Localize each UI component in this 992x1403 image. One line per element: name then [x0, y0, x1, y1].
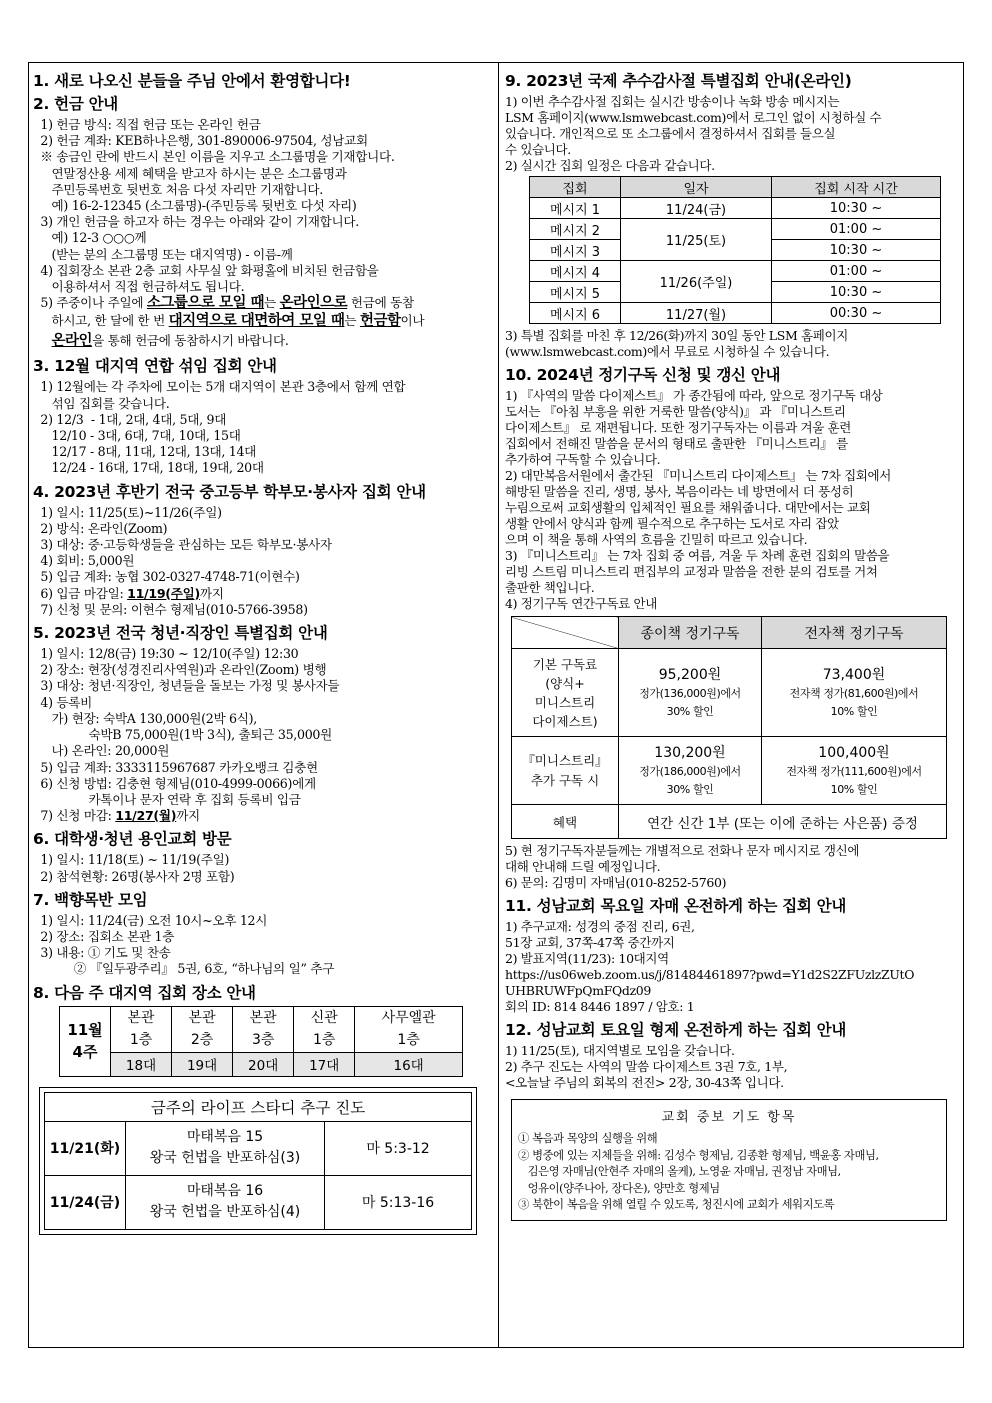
section-11-title: 11. 성남교회 목요일 자매 온전하게 하는 집회 안내 — [505, 897, 847, 915]
text-line: 3) 개인 헌금을 하고자 하는 경우는 아래와 같이 기재합니다. — [33, 214, 359, 230]
text-line: 5) 입금 계좌: 농협 302-0327-4748-71(이현수) — [33, 569, 300, 585]
section-4-line-6: 6) 입금 마감일: 11/19(주일)까지 — [33, 585, 224, 601]
life-study-date: 11/21(화) — [45, 1121, 126, 1175]
text-line: 예) 16-2-12345 (소그룹명)-(주민등록 뒷번호 다섯 자리) — [33, 198, 357, 214]
text-line: 4) 회비: 5,000원 — [33, 553, 135, 569]
text-line: (받는 분의 소그룹명 또는 대지역명) - 이름-께 — [33, 246, 293, 262]
section-10-title: 10. 2024년 정기구독 신청 및 갱신 안내 — [505, 366, 781, 384]
section-2-line-5b: 하시고, 한 달에 한 번 대지역으로 대면하여 모일 때는 헌금함이나 — [33, 313, 425, 330]
text-line: 카톡이나 문자 연락 후 집회 등록비 입금 — [33, 791, 301, 807]
text-line: <오늘날 주님의 회복의 전진> 2장, 30-43쪽 입니다. — [505, 1075, 784, 1090]
section-2-line-5c: 온라인을 통해 헌금에 동참하시기 바랍니다. — [51, 333, 289, 350]
section-2-title: 2. 헌금 안내 — [33, 95, 118, 113]
text-line: 1) 일시: 11/18(토) ~ 11/19(주일) — [33, 852, 230, 868]
text-line: 2) 실시간 집회 일정은 다음과 같습니다. — [505, 158, 715, 173]
subscription-fee-table: 종이책 정기구독 전자책 정기구독 기본 구독료 (양식+ 미니스트리 다이제스트) 95,200원 정가(136,000원)에서 30% 할인 73,400원 전자책 정가(81,600원)에서 10% 할인 『미니스트리』 추가 구독 시 130,200원 정가(186,000원)에서 30% 할인 100,400원 전자책 정가(111,600원)에서 10% 할인 혜택 연간 신간 1부 (또는 이에 준하는 사은품) 증정 — [511, 616, 947, 839]
thanksgiving-schedule-table: 집회 일자 집회 시작 시간 메시지 1 11/24(금) 10:30 ~ 메시지 2 11/25(토) 01:00 ~ 메시지 3 10:30 ~ 메시지 4 11/26(주일) 01:00 ~ 메시지 5 10:30 ~ 메시지 6 11/27(월) 00:30 ~ — [529, 176, 941, 324]
bulletin-page — [28, 62, 964, 1348]
section-2-line-5: 5) 주중이나 주일에 소그룹으로 모일 때는 온라인으로 헌금에 동참 — [33, 295, 414, 312]
text-line: 김은영 자매님(안현주 자매의 올케), 노영윤 자매님, 권정남 자매님, — [518, 1165, 841, 1178]
text-line: 3) 대상: 중·고등학생들을 관심하는 모든 학부모·봉사자 — [33, 537, 332, 553]
section-10-body — [505, 388, 957, 612]
text-line: 12/10 - 3대, 6대, 7대, 10대, 15대 — [33, 428, 241, 444]
text-line: 도서는 『아침 부흥을 위한 거룩한 말씀(양식)』 과 『미니스트리 — [505, 404, 846, 419]
text-line: 가) 현장: 숙박A 130,000원(2박 6식), — [33, 710, 257, 726]
text-line: ※ 송금인 란에 반드시 본인 이름을 지우고 소그룹명을 기재합니다. — [33, 149, 395, 165]
text-line: 3) 내용: ① 기도 및 찬송 — [33, 945, 171, 961]
text-line: 주민등록번호 뒷번호 처음 다섯 자리만 기재합니다. — [33, 181, 323, 197]
text-line: 3) 대상: 청년·직장인, 청년들을 돌보는 가정 및 봉사자들 — [33, 678, 340, 694]
section-9-body — [505, 94, 957, 174]
text-line: 리빙 스트림 미니스트리 편집부의 교정과 말씀을 전한 분의 검토를 거쳐 — [505, 564, 878, 579]
text-line: 5) 현 정기구독자분들께는 개별적으로 전화나 문자 메시지로 갱신에 — [505, 843, 860, 858]
text-line: 1) 일시: 12/8(금) 19:30 ~ 12/10(주일) 12:30 — [33, 646, 299, 662]
text-line: 2) 장소: 집회소 본관 1층 — [33, 928, 175, 944]
text-line: 해방된 말씀을 진리, 생명, 봉사, 복음이라는 네 방면에서 더 풍성히 — [505, 484, 854, 499]
place-group: 18대 — [111, 1052, 172, 1076]
text-line: 2) 장소: 현장(성경진리사역원)과 온라인(Zoom) 병행 — [33, 662, 327, 678]
text-line: 51장 교회, 37쪽-47쪽 중간까지 — [505, 935, 675, 950]
section-3-body — [33, 379, 493, 476]
text-line: 2) 참석현황: 26명(봉사자 2명 포함) — [33, 868, 235, 884]
text-line: 2) 12/3 - 1대, 2대, 4대, 5대, 9대 — [33, 411, 227, 427]
basic-fee-label: 기본 구독료 (양식+ 미니스트리 다이제스트) — [512, 649, 619, 737]
text-line: ① 복음과 목양의 실행을 위해 — [518, 1132, 658, 1145]
text-line: 2) 방식: 온라인(Zoom) — [33, 520, 168, 536]
life-study-date: 11/24(금) — [45, 1175, 126, 1229]
life-study-ref: 마 5:3-12 — [325, 1121, 472, 1175]
text-line: 1) 12월에는 각 주차에 모이는 5개 대지역이 본관 3층에서 함께 연합 — [33, 379, 406, 395]
text-line: ② 『일두광주리』 5권, 6호, “하나님의 일” 추구 — [33, 961, 335, 977]
text-line: 예) 12-3 ○○○께 — [33, 230, 147, 246]
text-line: 있습니다. 개인적으로 또 소그룹에서 결정하셔서 집회를 들으실 — [505, 126, 836, 141]
section-6-body — [33, 852, 493, 884]
text-line: 12/17 - 8대, 11대, 12대, 13대, 14대 — [33, 444, 257, 460]
section-4-title: 4. 2023년 후반기 전국 중고등부 학부모·봉사자 집회 안내 — [33, 482, 426, 501]
section-12-title: 12. 성남교회 토요일 형제 온전하게 하는 집회 안내 — [505, 1021, 847, 1039]
text-line: LSM 홈페이지(www.lsmwebcast.com)에서 로그인 없이 시청하실 수 — [505, 110, 882, 125]
prayer-list — [518, 1131, 940, 1214]
left-column — [33, 69, 493, 1235]
place-group: 20대 — [233, 1052, 294, 1076]
text-line: 12/24 - 16대, 17대, 18대, 19대, 20대 — [33, 460, 264, 476]
text-line: 4) 정기구독 연간구독료 안내 — [505, 596, 657, 611]
section-4-body — [33, 505, 493, 586]
text-line: 섞임 집회를 갖습니다. — [33, 395, 170, 411]
text-line: 3) 『미니스트리』 는 7차 집회 중 여름, 겨울 두 차례 훈련 집회의 말씀을 — [505, 548, 890, 563]
place-group: 19대 — [172, 1052, 233, 1076]
section-3-title: 3. 12월 대지역 연합 섞임 집회 안내 — [33, 357, 277, 376]
section-9-footer — [505, 328, 957, 360]
text-line: 추가하여 구독할 수 있습니다. — [505, 452, 661, 467]
life-study-table — [44, 1092, 472, 1230]
text-line: 2) 발표지역(11/23): 10대지역 — [505, 951, 669, 966]
life-study-topic: 마태복음 16 왕국 헌법을 반포하심(4) — [126, 1175, 325, 1229]
text-line: 4) 등록비 — [33, 694, 93, 710]
text-line: 출판한 책입니다. — [505, 580, 595, 595]
text-line: 집회에서 전해진 말씀을 문서의 형태로 출판한 『미니스트리』 를 — [505, 436, 848, 451]
text-line: 2) 대만복음서원에서 출간된 『미니스트리 다이제스트』 는 7차 집회에서 — [505, 468, 891, 483]
text-line: 6) 문의: 김명미 자매님(010-8252-5760) — [505, 875, 727, 890]
text-line: 1) 11/25(토), 대지역별로 모임을 갖습니다. — [505, 1043, 735, 1058]
text-line: 1) 헌금 방식: 직접 헌금 또는 온라인 헌금 — [33, 117, 261, 132]
column-divider — [498, 63, 499, 1347]
section-6-title: 6. 대학생·청년 용인교회 방문 — [33, 830, 232, 849]
section-12-body — [505, 1043, 957, 1091]
section-2-body — [33, 117, 493, 295]
section-9-title: 9. 2023년 국제 추수감사절 특별집회 안내(온라인) — [505, 72, 852, 90]
text-line: https://us06web.zoom.us/j/81484461897?pwd=Y1d2S2ZFUzlzZUtO — [505, 967, 915, 982]
section-1-title: 1. 새로 나오신 분들을 주님 안에서 환영합니다! — [33, 72, 351, 90]
text-line: 3) 특별 집회를 마친 후 12/26(화)까지 30일 동안 LSM 홈페이지 — [505, 328, 848, 343]
text-line: 1) 일시: 11/25(토)~11/26(주일) — [33, 504, 222, 520]
text-line: 2) 추구 진도는 사역의 말씀 다이제스트 3권 7호, 1부, — [505, 1059, 788, 1074]
text-line: 대해 안내해 드릴 예정입니다. — [505, 859, 661, 874]
section-5-line-7: 7) 신청 마감: 11/27(월)까지 — [33, 808, 200, 824]
section-11-body — [505, 919, 957, 1015]
text-line: 1) 이번 추수감사절 집회는 실시간 방송이나 녹화 방송 메시지는 — [505, 94, 840, 109]
text-line: 숙박B 75,000원(1박 3식), 출퇴근 35,000원 — [33, 727, 332, 743]
place-group: 17대 — [294, 1052, 355, 1076]
text-line: 이용하셔서 직접 헌금하셔도 됩니다. — [33, 279, 245, 295]
section-7-title: 7. 백향목반 모임 — [33, 890, 148, 909]
life-study-box — [39, 1087, 477, 1235]
prayer-box — [511, 1099, 947, 1221]
text-line: 4) 집회장소 본관 2층 교회 사무실 앞 화평홀에 비치된 헌금함을 — [33, 262, 379, 278]
section-5-body — [33, 646, 493, 808]
text-line: 6) 신청 방법: 김충현 형제님(010-4999-0066)에게 — [33, 775, 316, 791]
text-line: 다이제스트』 로 재편됩니다. 또한 정기구독자는 이름과 겨울 훈련 — [505, 420, 851, 435]
prayer-title: 교회 중보 기도 항목 — [661, 1110, 797, 1125]
life-study-title: 금주의 라이프 스타디 추구 진도 — [45, 1092, 472, 1121]
text-line: ② 병중에 있는 지체들을 위해: 김성수 형제님, 김종환 형제님, 백윤홍 자매님, — [518, 1148, 879, 1162]
text-line: UHBRUWFpQmFQdz09 — [505, 983, 652, 998]
text-line: 회의 ID: 814 8446 1897 / 암호: 1 — [505, 999, 695, 1014]
section-10-footer — [505, 843, 957, 891]
right-column — [505, 69, 957, 1221]
section-5-title: 5. 2023년 전국 청년·직장인 특별집회 안내 — [33, 624, 328, 643]
text-line: 누림으로써 교회생활의 입체적인 필요를 채워줍니다. 대만에서는 교회 — [505, 500, 871, 515]
text-line: 으며 이 책을 통해 사역의 흐름을 긴밀히 따르고 있습니다. — [505, 532, 808, 547]
text-line: 엉유이(양주나아, 장다온), 양만호 형제님 — [518, 1181, 720, 1195]
section-8-title: 8. 다음 주 대지역 집회 장소 안내 — [33, 983, 256, 1002]
text-line: 5) 입금 계좌: 3333115967687 카카오뱅크 김충현 — [33, 759, 318, 775]
text-line: 연말정산용 세제 혜택을 받고자 하시는 분은 소그룹명과 — [33, 165, 347, 181]
text-line: 수 있습니다. — [505, 142, 571, 157]
text-line: 나) 온라인: 20,000원 — [33, 743, 170, 759]
text-line: 1) 추구교재: 성경의 중점 진리, 6권, — [505, 919, 695, 934]
text-line: (www.lsmwebcast.com)에서 무료로 시청하실 수 있습니다. — [505, 344, 830, 359]
text-line: 1) 『사역의 말씀 다이제스트』 가 종간됨에 따라, 앞으로 정기구독 대상 — [505, 388, 883, 403]
section-4-line-7: 7) 신청 및 문의: 이현수 형제님(010-5766-3958) — [33, 601, 308, 617]
life-study-topic: 마태복음 15 왕국 헌법을 반포하심(3) — [126, 1121, 325, 1175]
text-line: ③ 북한이 복음을 위해 열릴 수 있도록, 청진시에 교회가 세워지도록 — [518, 1198, 835, 1211]
text-line: 2) 헌금 계좌: KEB하나은행, 301-890006-97504, 성남교회 — [33, 133, 368, 149]
text-line: 생활 안에서 양식과 함께 필수적으로 추구하는 도서로 자리 잡았 — [505, 516, 839, 531]
place-group: 16대 — [355, 1052, 463, 1076]
text-line: 1) 일시: 11/24(금) 오전 10시~오후 12시 — [33, 912, 268, 928]
section-7-body — [33, 913, 493, 978]
life-study-ref: 마 5:13-16 — [325, 1175, 472, 1229]
meeting-place-table: 11월 4주 본관 1층 본관 2층 본관 3층 신관 1층 사무엘관 1층 18대 19대 20대 17대 16대 — [59, 1006, 463, 1077]
ministry-add-label: 『미니스트리』 추가 구독 시 — [512, 737, 619, 805]
week-label: 11월 4주 — [60, 1006, 111, 1076]
